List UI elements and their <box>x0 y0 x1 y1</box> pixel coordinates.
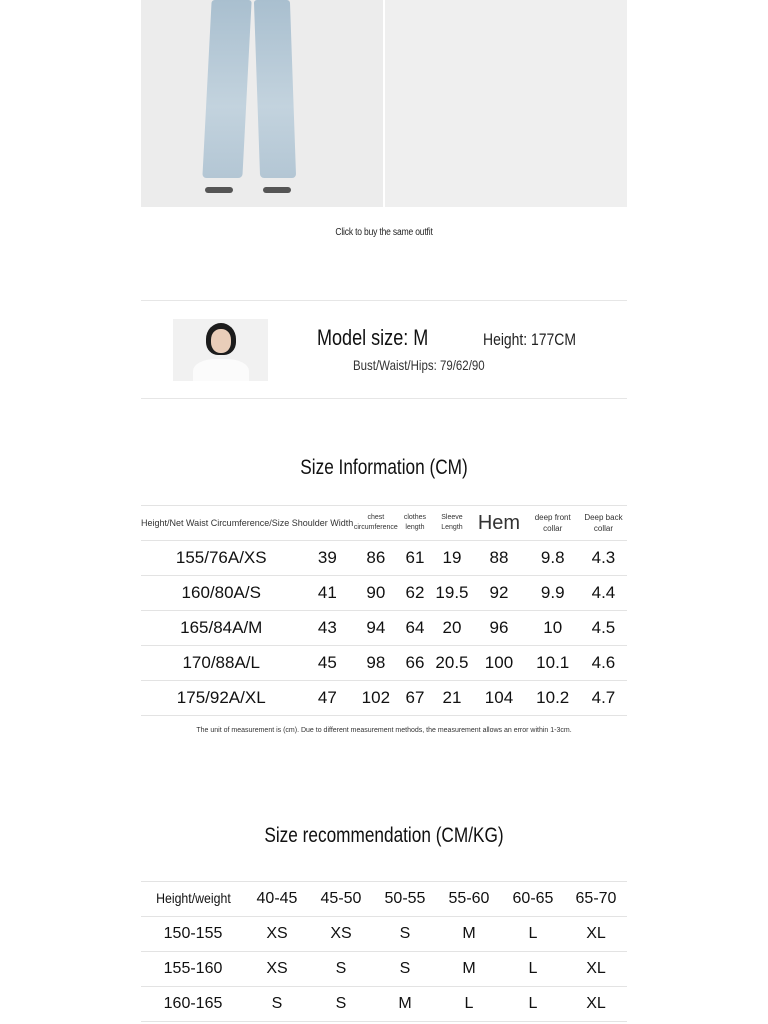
table-row <box>141 576 627 611</box>
table-cell: 43 <box>301 611 353 646</box>
jeans-leg-left <box>202 0 251 178</box>
table-row <box>141 952 627 987</box>
model-avatar <box>173 319 268 381</box>
table-cell: 98 <box>353 646 398 681</box>
table-cell: XL <box>565 987 627 1022</box>
table-cell: 4.7 <box>580 681 627 716</box>
model-height: Height: 177CM <box>483 330 576 349</box>
table-cell: 94 <box>353 611 398 646</box>
table-cell: XS <box>309 917 373 952</box>
size-info-title: Size Information (CM) <box>300 456 468 479</box>
table-cell: L <box>437 987 501 1022</box>
table-cell: L <box>501 987 565 1022</box>
table-cell: 10.2 <box>526 681 580 716</box>
table-cell: 170/88A/L <box>141 646 301 681</box>
table-cell: 4.6 <box>580 646 627 681</box>
measurement-note: The unit of measurement is (cm). Due to different measurement methods, the measurement allows an error within 1-3cm. <box>196 727 572 734</box>
table-cell: 10.1 <box>526 646 580 681</box>
divider <box>141 398 627 399</box>
col-header-size: Height/Net Waist Circumference/Size Shoulder Width <box>141 506 353 541</box>
table-cell: 20.5 <box>431 646 472 681</box>
table-cell: 90 <box>353 576 398 611</box>
table-cell: 165/84A/M <box>141 611 301 646</box>
col-header: 40-45 <box>245 882 309 917</box>
table-cell: 155/76A/XS <box>141 541 301 576</box>
col-header: 55-60 <box>437 882 501 917</box>
table-cell: L <box>501 952 565 987</box>
table-cell: M <box>373 987 437 1022</box>
table-cell: S <box>373 952 437 987</box>
table-cell: 92 <box>472 576 525 611</box>
size-info-table <box>141 505 627 716</box>
table-cell: 155-160 <box>141 952 245 987</box>
table-cell: 19 <box>431 541 472 576</box>
table-cell: 86 <box>353 541 398 576</box>
table-cell: 21 <box>431 681 472 716</box>
product-photo-blank[interactable] <box>385 0 627 207</box>
col-header-front-collar: deep front collar <box>526 506 580 541</box>
table-cell: 9.9 <box>526 576 580 611</box>
table-cell: S <box>309 952 373 987</box>
buy-same-outfit-link[interactable]: Click to buy the same outfit <box>335 227 433 238</box>
table-row <box>141 611 627 646</box>
table-cell: 160-165 <box>141 987 245 1022</box>
table-cell: 96 <box>472 611 525 646</box>
table-cell: 150-155 <box>141 917 245 952</box>
table-cell: S <box>309 987 373 1022</box>
table-cell: 62 <box>398 576 431 611</box>
table-row <box>141 646 627 681</box>
jeans-leg-right <box>254 0 296 178</box>
table-cell: 20 <box>431 611 472 646</box>
table-cell: 104 <box>472 681 525 716</box>
table-cell: L <box>501 917 565 952</box>
col-header-chest: chest circumference <box>353 506 398 541</box>
table-cell: 67 <box>398 681 431 716</box>
table-cell: 19.5 <box>431 576 472 611</box>
table-cell: 4.3 <box>580 541 627 576</box>
col-header-back-collar: Deep back collar <box>580 506 627 541</box>
col-header: 50-55 <box>373 882 437 917</box>
size-rec-title: Size recommendation (CM/KG) <box>264 824 504 847</box>
table-cell: S <box>245 987 309 1022</box>
table-cell: 64 <box>398 611 431 646</box>
table-header-row <box>141 506 627 541</box>
table-cell: XS <box>245 952 309 987</box>
col-header-length: clothes length <box>398 506 431 541</box>
product-photo-strip <box>141 0 627 207</box>
table-cell: S <box>373 917 437 952</box>
table-cell: 102 <box>353 681 398 716</box>
col-header-sleeve: Sleeve Length <box>431 506 472 541</box>
table-cell: 4.5 <box>580 611 627 646</box>
table-row <box>141 917 627 952</box>
table-cell: M <box>437 917 501 952</box>
table-cell: 88 <box>472 541 525 576</box>
col-header-height-weight: Height/weight <box>141 882 245 917</box>
model-measurements: Bust/Waist/Hips: 79/62/90 <box>353 357 485 373</box>
table-cell: 61 <box>398 541 431 576</box>
table-cell: 10 <box>526 611 580 646</box>
model-size: Model size: M <box>317 325 429 350</box>
product-photo-jeans[interactable] <box>141 0 383 207</box>
table-cell: 66 <box>398 646 431 681</box>
col-header: 45-50 <box>309 882 373 917</box>
table-row <box>141 987 627 1022</box>
table-cell: 45 <box>301 646 353 681</box>
table-cell: 100 <box>472 646 525 681</box>
table-cell: XL <box>565 917 627 952</box>
table-row <box>141 541 627 576</box>
table-cell: 175/92A/XL <box>141 681 301 716</box>
col-header: 65-70 <box>565 882 627 917</box>
table-cell: 4.4 <box>580 576 627 611</box>
table-row <box>141 681 627 716</box>
shoe-left <box>205 187 233 193</box>
table-cell: 47 <box>301 681 353 716</box>
shoe-right <box>263 187 291 193</box>
size-rec-table <box>141 881 627 1022</box>
table-cell: XS <box>245 917 309 952</box>
table-cell: 9.8 <box>526 541 580 576</box>
col-header: 60-65 <box>501 882 565 917</box>
table-header-row <box>141 882 627 917</box>
table-cell: 39 <box>301 541 353 576</box>
col-header-hem: Hem <box>472 506 525 541</box>
table-cell: XL <box>565 952 627 987</box>
table-cell: 41 <box>301 576 353 611</box>
divider <box>141 300 627 301</box>
table-cell: 160/80A/S <box>141 576 301 611</box>
table-cell: M <box>437 952 501 987</box>
